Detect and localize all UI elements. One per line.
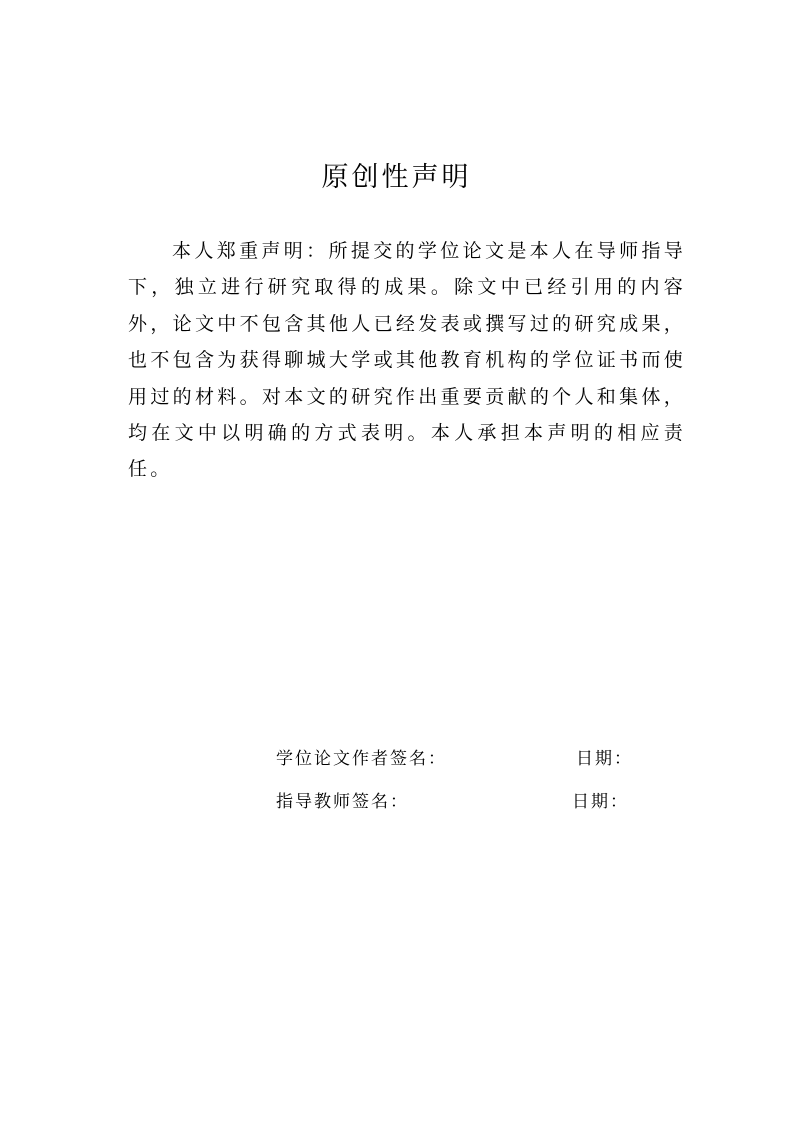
advisor-signature-label: 指导教师签名： [276,792,409,812]
author-signature-row [0,744,793,774]
statement-paragraph: 本人郑重声明：所提交的学位论文是本人在导师指导下，独立进行研究取得的成果。除文中已经引用的内容外，论文中不包含其他人已经发表或撰写过的研究成果，也不包含为获得聊城大学或其他教育机构的学位证书而使用过的材料。对本文的研究作出重要贡献的个人和集体，均在文中以明确的方式表明。本人承担本声明的相应责任。 [128,240,686,481]
advisor-signature-row [0,787,793,817]
author-signature-label: 学位论文作者签名： [276,749,447,769]
advisor-date-label: 日期： [572,792,629,812]
page-title: 原创性声明 [321,162,472,193]
author-date-label: 日期： [576,749,633,769]
